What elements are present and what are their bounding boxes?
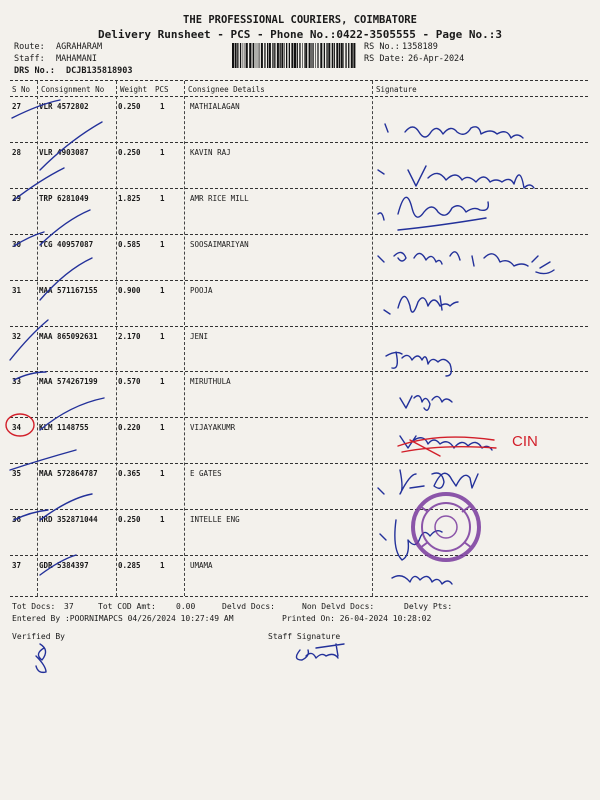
- staff-signature-label: Staff Signature: [268, 632, 341, 641]
- row-divider: [10, 555, 588, 556]
- barcode-bar: [291, 43, 293, 68]
- col-consignment: Consignment No: [41, 85, 105, 94]
- barcode-bar: [253, 43, 254, 68]
- cell-weight: 0.365: [118, 469, 141, 479]
- row-divider: [10, 463, 588, 464]
- runsheet-barcode: [232, 43, 358, 68]
- cell-weight: 0.900: [118, 285, 141, 295]
- verified-signature: [36, 644, 46, 672]
- tick-mark: [40, 122, 102, 170]
- cell-consignee: KAVIN RAJ: [190, 147, 231, 157]
- barcode-bar: [252, 43, 253, 68]
- barcode-bar: [345, 43, 346, 68]
- barcode-bar: [232, 43, 234, 68]
- cell-pcs: 1: [160, 102, 165, 111]
- cell-pcs: 1: [160, 423, 165, 433]
- barcode-bar: [281, 43, 283, 68]
- cell-sno: 37: [12, 561, 22, 570]
- barcode-bar: [302, 43, 303, 68]
- barcode-bar: [311, 43, 312, 68]
- signature-28: [378, 166, 534, 188]
- signature-33: [400, 396, 452, 411]
- cell-sno: 34: [12, 423, 22, 433]
- barcode-bar: [261, 43, 263, 68]
- barcode-bar: [343, 43, 344, 68]
- barcode-bar: [237, 43, 238, 68]
- cell-consignee: AMR RICE MILL: [190, 193, 249, 203]
- runsheet-subtitle: Delivery Runsheet - PCS - Phone No.:0422-3505555 - Page No.:3: [98, 28, 502, 41]
- signature-27: [385, 124, 523, 138]
- company-title: THE PROFESSIONAL COURIERS, COIMBATORE: [183, 14, 417, 26]
- route-value: AGRAHARAM: [56, 42, 103, 52]
- staff-value: MAHAMANI: [56, 54, 97, 64]
- cell-consignment-no: TCG 40957087: [39, 239, 94, 249]
- barcode-bar: [284, 43, 285, 68]
- cell-consignee: MIRUTHULA: [190, 377, 231, 387]
- col-signature: Signature: [376, 85, 417, 94]
- barcode-bar: [256, 43, 257, 68]
- cell-weight: 0.220: [118, 423, 141, 433]
- barcode-bar: [320, 43, 322, 68]
- tick-mark: [10, 450, 76, 470]
- barcode-bar: [315, 43, 316, 68]
- barcode-bar: [286, 43, 287, 68]
- col-divider: [372, 81, 373, 596]
- cell-consignment-no: KLM 1148755: [39, 423, 89, 433]
- cell-pcs: 1: [160, 331, 165, 341]
- cell-consignment-no: MAA 572864787: [39, 469, 98, 479]
- barcode-bar: [297, 43, 298, 68]
- signature-37: [392, 576, 452, 584]
- cell-consignee: JENI: [190, 331, 209, 341]
- cell-weight: 2.170: [118, 331, 141, 341]
- cell-sno: 33: [12, 377, 22, 387]
- verified-by-label: Verified By: [12, 632, 65, 641]
- signature-34: [400, 436, 492, 450]
- cell-consignee: SOOSAIMARIYAN: [190, 239, 249, 249]
- row-divider: [10, 417, 588, 418]
- cell-pcs: 1: [160, 469, 165, 479]
- col-pcs: PCS: [155, 85, 169, 94]
- cell-sno: 29: [12, 193, 22, 203]
- row-divider: [10, 509, 588, 510]
- table-bottom-rule: [10, 596, 588, 597]
- rs-no-value: 1358189: [402, 42, 438, 52]
- barcode-bar: [249, 43, 251, 68]
- cell-sno: 30: [12, 239, 22, 249]
- cell-pcs: 1: [160, 147, 165, 157]
- cell-consignment-no: MAA 865092631: [39, 331, 98, 341]
- signature-29: [378, 197, 488, 230]
- barcode-bar: [326, 43, 327, 68]
- cell-sno: 32: [12, 331, 22, 341]
- barcode-bar: [339, 43, 340, 68]
- delvd-docs-label: Delvd Docs:: [222, 602, 275, 611]
- cell-consignment-no: TRP 6281049: [39, 193, 89, 203]
- non-delvd-docs-label: Non Delvd Docs:: [302, 602, 375, 611]
- barcode-bar: [246, 43, 248, 68]
- col-weight: Weight: [120, 85, 148, 94]
- cell-sno: 35: [12, 469, 22, 479]
- tot-cod-label: Tot COD Amt:: [98, 602, 156, 611]
- row-divider: [10, 326, 588, 327]
- tot-cod-value: 0.00: [176, 602, 196, 611]
- cell-pcs: 1: [160, 561, 165, 570]
- col-divider: [116, 81, 117, 596]
- barcode-bar: [299, 43, 300, 68]
- delvy-pts-label: Delvy Pts:: [404, 602, 453, 611]
- cell-sno: 36: [12, 515, 22, 525]
- barcode-bar: [259, 43, 260, 68]
- barcode-bar: [245, 43, 246, 68]
- signature-35: [378, 470, 478, 494]
- cell-pcs: 1: [160, 193, 165, 203]
- tot-docs-value: 37: [64, 602, 74, 611]
- cell-consignee: POOJA: [190, 285, 213, 295]
- barcode-bar: [328, 43, 330, 68]
- barcode-bar: [235, 43, 237, 68]
- col-divider: [184, 81, 185, 596]
- barcode-bar: [277, 43, 279, 68]
- company-stamp: [413, 494, 479, 560]
- col-divider: [37, 81, 38, 596]
- drs-value: DCJB135818903: [66, 66, 133, 76]
- cell-weight: 0.250: [118, 515, 141, 525]
- cell-consignee: UMAMA: [190, 561, 213, 570]
- barcode-bar: [272, 43, 273, 68]
- col-sno: S No: [12, 85, 31, 94]
- barcode-bar: [353, 43, 355, 68]
- cell-weight: 0.250: [118, 147, 141, 157]
- row-divider: [10, 142, 588, 143]
- barcode-bar: [312, 43, 313, 68]
- barcode-bar: [305, 43, 307, 68]
- barcode-bar: [348, 43, 349, 68]
- barcode-bar: [318, 43, 319, 68]
- cell-consignment-no: MAA 571167155: [39, 285, 98, 295]
- barcode-bar: [269, 43, 271, 68]
- cell-consignee: MATHIALAGAN: [190, 102, 240, 111]
- cell-weight: 0.250: [118, 102, 141, 111]
- cell-weight: 0.285: [118, 561, 141, 570]
- row-divider: [10, 280, 588, 281]
- entered-by: Entered By :POORNIMAPCS 04/26/2024 10:27:49 AM: [12, 614, 234, 623]
- barcode-bar: [332, 43, 333, 68]
- row-divider: [10, 234, 588, 235]
- cell-weight: 1.825: [118, 193, 141, 203]
- barcode-bar: [341, 43, 343, 68]
- printed-on: Printed On: 26-04-2024 10:28:02: [282, 614, 432, 623]
- red-strike: [410, 440, 440, 456]
- cell-pcs: 1: [160, 515, 165, 525]
- barcode-bar: [324, 43, 325, 68]
- table-header-rule: [10, 96, 588, 97]
- barcode-bar: [264, 43, 265, 68]
- cell-weight: 0.585: [118, 239, 141, 249]
- cell-consignee: E GATES: [190, 469, 222, 479]
- red-strike: [398, 437, 494, 446]
- barcode-bar: [289, 43, 290, 68]
- cell-consignee: INTELLE ENG: [190, 515, 240, 525]
- cin-note: CIN: [512, 433, 538, 450]
- signature-31: [384, 296, 458, 314]
- col-consignee: Consignee Details: [188, 85, 265, 94]
- barcode-bar: [274, 43, 275, 68]
- cell-consignment-no: VLR 4903087: [39, 147, 89, 157]
- rs-no-label: RS No.:: [364, 42, 400, 52]
- barcode-bar: [240, 43, 241, 68]
- rs-date-label: RS Date:: [364, 54, 405, 64]
- barcode-bar: [304, 43, 305, 68]
- table-top-rule: [10, 80, 588, 81]
- cell-consignee: VIJAYAKUMR: [190, 423, 236, 433]
- drs-label: DRS No.:: [14, 66, 55, 76]
- cell-pcs: 1: [160, 285, 165, 295]
- barcode-bar: [317, 43, 318, 68]
- red-strike: [402, 447, 496, 452]
- cell-consignment-no: VLR 4572802: [39, 102, 89, 111]
- rs-date-value: 26-Apr-2024: [408, 54, 465, 64]
- barcode-bar: [334, 43, 335, 68]
- barcode-bar: [280, 43, 281, 68]
- signature-32: [386, 352, 451, 376]
- cell-pcs: 1: [160, 239, 165, 249]
- signature-30: [378, 252, 554, 274]
- cell-consignment-no: MAA 574267199: [39, 377, 98, 387]
- staff-label: Staff:: [14, 54, 45, 64]
- tot-docs-label: Tot Docs:: [12, 602, 56, 611]
- row-divider: [10, 188, 588, 189]
- route-label: Route:: [14, 42, 45, 52]
- barcode-bar: [294, 43, 296, 68]
- cell-pcs: 1: [160, 377, 165, 387]
- cell-sno: 28: [12, 147, 22, 157]
- barcode-bar: [336, 43, 338, 68]
- barcode-bar: [351, 43, 353, 68]
- barcode-bar: [267, 43, 268, 68]
- staff-signature: [296, 644, 344, 660]
- barcode-bar: [243, 43, 244, 68]
- barcode-bar: [258, 43, 259, 68]
- row-divider: [10, 371, 588, 372]
- cell-weight: 0.570: [118, 377, 141, 387]
- cell-consignment-no: HRD 352871044: [39, 515, 98, 525]
- signature-36: [380, 520, 442, 560]
- cell-consignment-no: GDR 5384397: [39, 561, 89, 570]
- barcode-bar: [309, 43, 311, 68]
- cell-sno: 31: [12, 285, 22, 295]
- cell-sno: 27: [12, 102, 22, 111]
